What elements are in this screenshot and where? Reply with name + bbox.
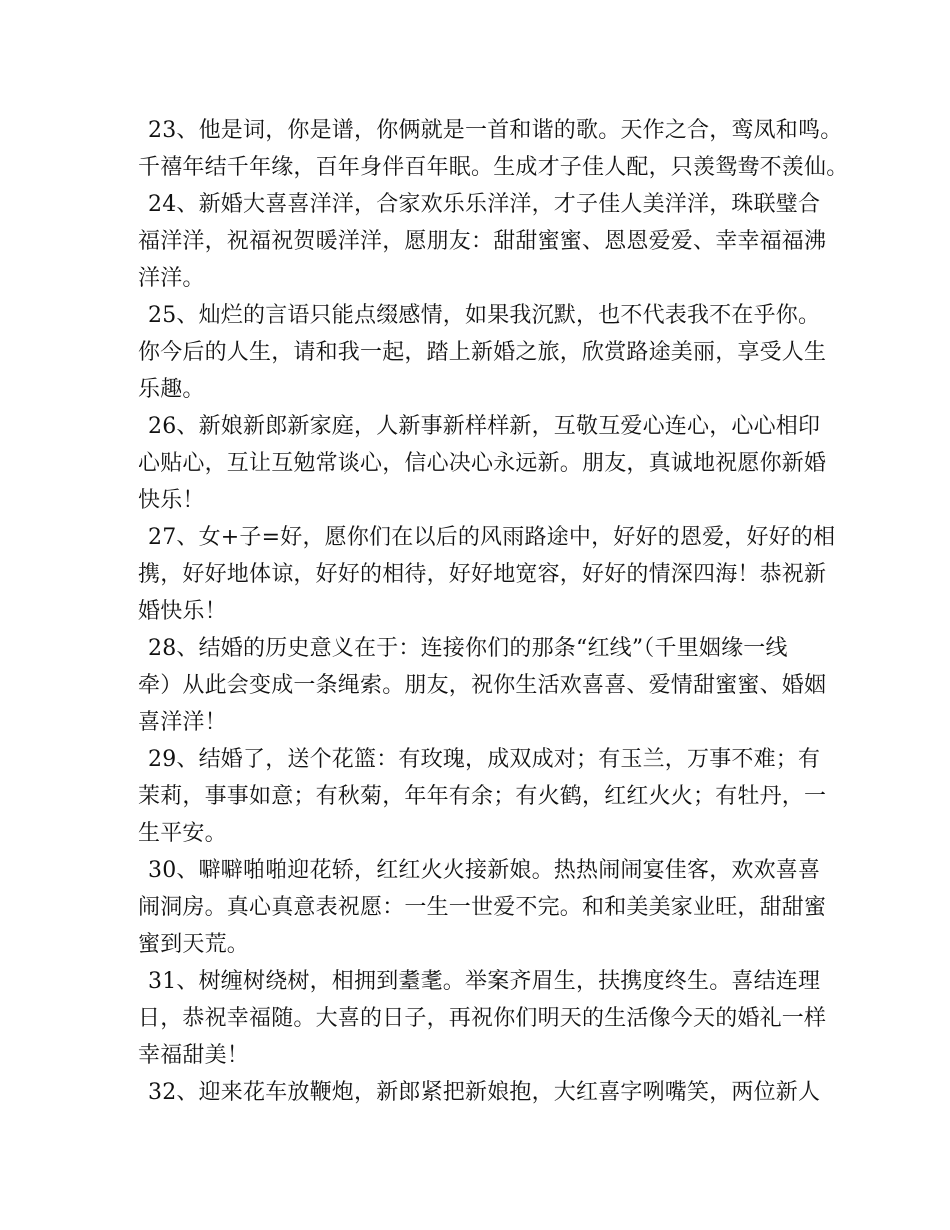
- paragraph-line: 婚快乐！: [138, 599, 227, 624]
- paragraph-line: 携，好好地体谅，好好的相待，好好地宽容，好好的情深四海！恭祝新: [138, 562, 827, 587]
- paragraph-line: 喜洋洋！: [138, 710, 227, 735]
- paragraph-first-line: 24、新婚大喜喜洋洋，合家欢乐乐洋洋，才子佳人美洋洋，珠联璧合: [148, 192, 821, 217]
- paragraph-line: 快乐！: [138, 488, 205, 513]
- paragraph-first-line: 30、噼噼啪啪迎花轿，红红火火接新娘。热热闹闹宴佳客，欢欢喜喜: [148, 858, 821, 883]
- paragraph-line: 心贴心，互让互勉常谈心，信心决心永远新。朋友，真诚地祝愿你新婚: [138, 451, 827, 476]
- paragraph-line: 你今后的人生，请和我一起，踏上新婚之旅，欣赏路途美丽，享受人生: [138, 340, 827, 365]
- paragraph-line: 闹洞房。真心真意表祝愿：一生一世爱不完。和和美美家业旺，甜甜蜜: [138, 895, 827, 920]
- paragraph-line: 日，恭祝幸福随。大喜的日子，再祝你们明天的生活像今天的婚礼一样: [138, 1006, 827, 1031]
- paragraph-line: 乐趣。: [138, 377, 205, 402]
- paragraph-first-line: 25、灿烂的言语只能点缀感情，如果我沉默，也不代表我不在乎你。: [148, 303, 821, 328]
- paragraph-line: 蜜到天荒。: [138, 932, 250, 957]
- paragraph-first-line: 31、树缠树绕树，相拥到耋耄。举案齐眉生，扶携度终生。喜结连理: [148, 969, 821, 994]
- paragraph-line: 洋洋。: [138, 266, 205, 291]
- paragraph-line: 千禧年结千年缘，百年身伴百年眠。生成才子佳人配，只羡鸳鸯不羡仙。: [138, 155, 849, 180]
- paragraph-line: 福洋洋，祝福祝贺暖洋洋，愿朋友：甜甜蜜蜜、恩恩爱爱、幸幸福福沸: [138, 229, 827, 254]
- paragraph-line: 牵）从此会变成一条绳索。朋友，祝你生活欢喜喜、爱情甜蜜蜜、婚姻: [138, 673, 827, 698]
- paragraph-first-line: 32、迎来花车放鞭炮，新郎紧把新娘抱，大红喜字咧嘴笑，两位新人: [148, 1080, 821, 1105]
- paragraph-line: 茉莉，事事如意；有秋菊，年年有余；有火鹤，红红火火；有牡丹，一: [138, 784, 827, 809]
- paragraph-first-line: 28、结婚的历史意义在于：连接你们的那条“红线”（千里姻缘一线: [148, 636, 788, 661]
- paragraph-line: 幸福甜美！: [138, 1043, 250, 1068]
- paragraph-first-line: 27、女+子=好，愿你们在以后的风雨路途中，好好的恩爱，好好的相: [148, 525, 836, 550]
- paragraph-line: 生平安。: [138, 821, 227, 846]
- document-body: [138, 112, 849, 1111]
- paragraph-first-line: 23、他是词，你是谱，你俩就是一首和谐的歌。天作之合，鸾凤和鸣。: [148, 118, 843, 143]
- paragraph-first-line: 29、结婚了，送个花篮：有玫瑰，成双成对；有玉兰，万事不难；有: [148, 747, 821, 772]
- paragraph-first-line: 26、新娘新郎新家庭，人新事新样样新，互敬互爱心连心，心心相印: [148, 414, 821, 439]
